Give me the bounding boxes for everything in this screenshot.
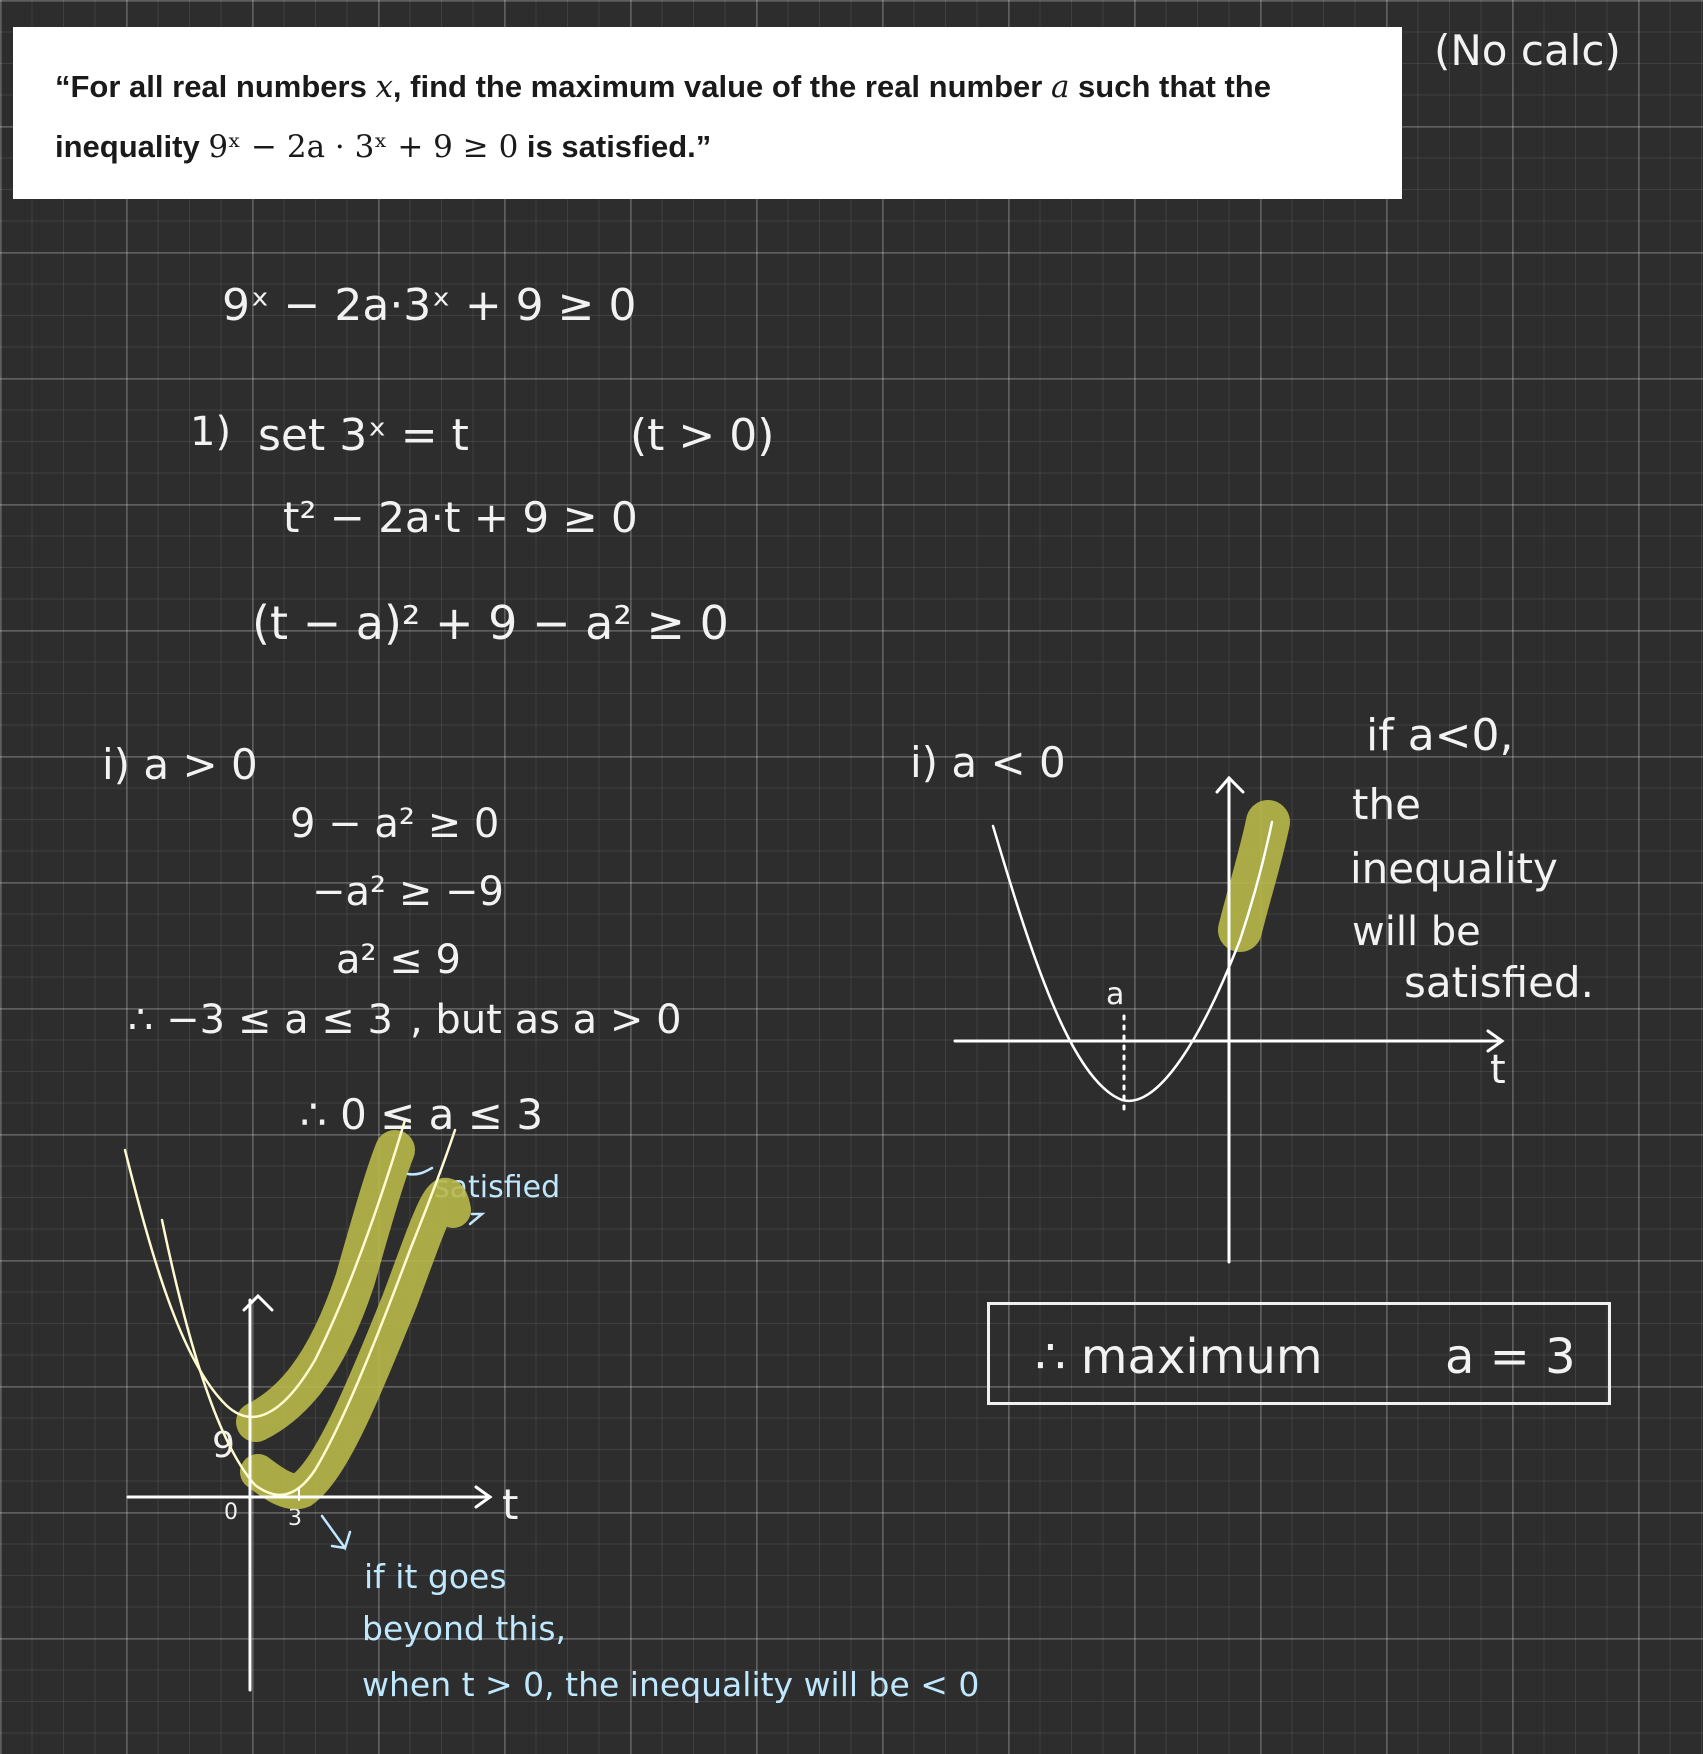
beyond-note-line-2: beyond this,: [362, 1609, 567, 1648]
graph1-origin-label: 0: [224, 1500, 238, 1525]
negative-note-line-4: will be: [1352, 909, 1481, 955]
graph1-vertex-label: 3: [288, 1506, 302, 1531]
graph1-y-intercept-label: 9: [212, 1425, 235, 1466]
graph1-axis-label: t: [502, 1480, 519, 1529]
graph-negative-case: [955, 778, 1502, 1262]
no-calc-note: (No calc): [1434, 26, 1621, 75]
graph1-satisfied-arrow: [408, 1168, 432, 1174]
case-positive-range: ∴ −3 ≤ a ≤ 3: [128, 997, 393, 1043]
case-positive-line-1: 9 − a² ≥ 0: [290, 801, 500, 847]
graph1-y-axis-arrow: [244, 1296, 272, 1310]
negative-note-line-2: the: [1352, 780, 1421, 829]
graph-positive-case: [125, 1120, 490, 1690]
graph2-axis-label: t: [1490, 1047, 1506, 1093]
satisfied-note: satisfied: [434, 1170, 561, 1205]
original-inequality: 9ˣ − 2a·3ˣ + 9 ≥ 0: [222, 280, 637, 331]
problem-inequality: 9ˣ − 2a · 3ˣ + 9 ≥ 0: [208, 129, 519, 165]
completed-square: (t − a)² + 9 − a² ≥ 0: [252, 596, 729, 650]
step1-condition: (t > 0): [630, 410, 775, 461]
graph2-highlight: [1240, 822, 1268, 930]
case-negative-label: i) a < 0: [910, 738, 1066, 787]
case-positive-line-3: a² ≤ 9: [336, 937, 461, 983]
beyond-note-line-3: when t > 0, the inequality will be < 0: [362, 1665, 980, 1704]
graph2-vertex-label: a: [1106, 977, 1125, 1012]
case-positive-but: , but as a > 0: [410, 997, 682, 1043]
problem-line-1: “For all real numbers x, find the maximum value of the real number a such that the: [55, 69, 1271, 105]
problem-line-2: inequality 9ˣ − 2a · 3ˣ + 9 ≥ 0 is satisfied.”: [55, 129, 712, 165]
answer-label: ∴ maximum: [1035, 1329, 1323, 1385]
answer-value: a = 3: [1445, 1329, 1576, 1385]
substituted-quadratic: t² − 2a·t + 9 ≥ 0: [283, 493, 638, 542]
case-positive-label: i) a > 0: [102, 740, 258, 789]
negative-note-line-1: if a<0,: [1366, 710, 1514, 761]
negative-note-line-5: satisfied.: [1404, 958, 1594, 1007]
step1-substitution: set 3ˣ = t: [258, 410, 469, 461]
case-positive-line-2: −a² ≥ −9: [312, 869, 504, 915]
graph1-beyond-arrow: [322, 1516, 350, 1548]
case-positive-conclusion: ∴ 0 ≤ a ≤ 3: [300, 1090, 544, 1139]
beyond-note-line-1: if it goes: [364, 1557, 507, 1596]
negative-note-line-3: inequality: [1350, 844, 1558, 893]
step1-label: 1): [190, 409, 232, 455]
graph1-satisfied-pointer: [470, 1214, 482, 1224]
